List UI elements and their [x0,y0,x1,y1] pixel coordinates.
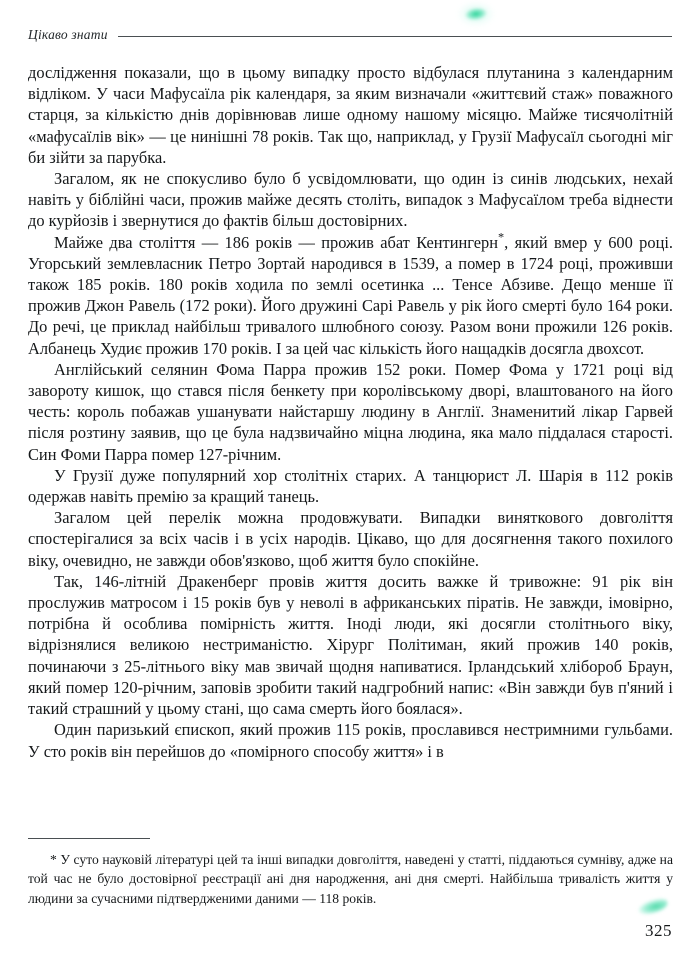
page-number: 325 [645,921,672,940]
paragraph: Один паризький єпископ, який прожив 115 років, прославився нестримними гульбами. У сто років він перейшов до «помірного способу життя» і в [28,720,673,761]
paragraph: У Грузії дуже популярний хор столітніх старих. А танцюрист Л. Шарія в 112 років одержав навіть премію за кращий танець. [28,465,673,507]
footnote-marker[interactable]: * [498,230,505,245]
footnote-separator [28,838,150,839]
running-head [28,27,672,43]
paragraph: Англійський селянин Фома Парра прожив 152 роки. Помер Фома у 1721 році від завороту кишок, що стався після бенкету при королівському дворі, влаштованого на його честь: король побажав ушанувати найстаршу людину в Англії. Знаменитий лікар Гарвей після розтину заявив, що це була надзвичайно міцна людина, яка мало піддалася старості. Син Фоми Парра помер 127-річним. [28,359,673,464]
paragraph: Загалом цей перелік можна продовжувати. Випадки виняткового довголіття спостерігалися за всіх часів і в усіх народів. Цікаво, що для досягнення такого похилого віку, очевидно, не завжди обов'язково, щоб життя було спокійне. [28,508,673,570]
paragraph: Загалом, як не спокусливо було б усвідомлювати, що один із синів людських, нехай навіть у біблійні часи, прожив майже десять століть, випадок з Мафусаїлом треба віднести до курйозів і звернутися до фактів більш достовірних. [28,169,673,231]
paragraph: Так, 146-літній Дракенберг провів життя досить важке й тривожне: 91 рік він прослужив матросом і 15 років був у неволі в африканських піратів. Не завжди, імовірно, потрібна й особлива помірність життя. Іноді люди, які досягли столітнього віку, відрізнялися великою нестриманістю. Хірург Політиман, який прожив 140 років, починаючи з 25-літнього віку мав звичай щодня напиватися. Ірландський хлібороб Браун, який помер 120-річним, заповів зробити такий надгробний напис: «Він завжди був п'яний і такий страшний у цьому стані, що сама смерть його боялася». [28,571,673,719]
paragraph-with-footnote [28,232,673,359]
running-head-rule [118,36,672,37]
paragraph-text-before-footnote: Майже два століття — 186 років — прожив абат Кентингерн [54,232,499,252]
footnote-text: * У суто науковій літературі цей та інші випадки довголіття, наведені у статті, піддаються сумніву, адже на той час не було достовірної реєстрації ані дня народження, ані дня смерті. Найбільша тривалість життя у людини за сучасними підтвердженими даними — 118 років. [28,852,673,906]
footnote-block [28,838,673,908]
paragraph-text-after-footnote: , який вмер у 600 році. Угорський землевласник Петро Зортай народився в 1539, а помер в 1724 році, проживши також 185 років. 180 років ходила по землі осетинка ... Тенсе Абзиве. Дещо менше її прожив Джон Равель (172 роки). Його дружині Сарі Равель у рік його смерті було 164 роки. До речі, це приклад найбільш тривалого шлюбного союзу. Разом вони прожили 126 років. Албанець Худиє прожив 170 років. І за цей час кількість його нащадків досягла двохсот. [28,232,673,358]
body-text [28,62,673,762]
running-head-title: Цікаво знати [28,27,108,42]
paragraph: дослідження показали, що в цьому випадку просто відбулася плутанина з календарним відліком. У часи Мафусаїла рік календаря, за яким визначали «життєвий стаж» поважного старця, за кількістю днів дорівнював лише одному нашому місяцю. Майже тисячолітній «мафусаїлів вік» — це нинішні 78 років. Так що, наприклад, у Грузії Мафусаїл сьогодні міг би зійти за парубка. [28,63,673,167]
top-ornament-icon [455,2,499,28]
